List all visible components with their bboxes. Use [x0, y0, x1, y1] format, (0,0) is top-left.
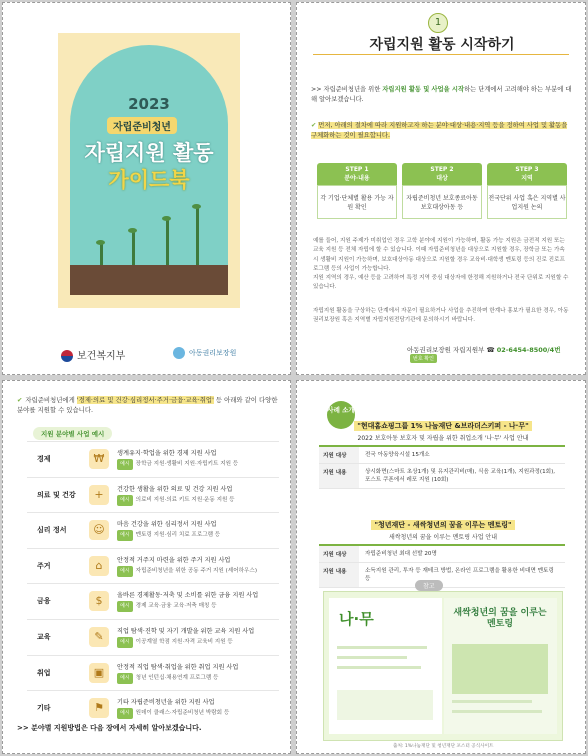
sprout-icon [132, 231, 135, 265]
table-row: 지원 내용 소득지원 관리, 투자 등 재테크 방법, 온라인 프로그램을 활용한 비대면 멘토링 등 [319, 563, 565, 588]
sprout-icon [196, 207, 199, 265]
field-desc: 생계유지·학업을 위한 경제 지원 사업 예시 장학금 지원·생활비 지원·자립키트 지원 등 [117, 448, 279, 470]
field-desc: 기타 자립준비청년을 위한 지원 사업 예시 원데이 클래스·자립준비청년 박람회 등 [117, 697, 279, 719]
example-tag: 예시 [117, 530, 133, 541]
soil [70, 265, 228, 295]
field-row [27, 690, 279, 726]
leaf-icon [128, 228, 137, 233]
ministry-logo: 보건복지부 [61, 347, 125, 362]
field-icon: ✎ [89, 627, 109, 647]
fields-page [2, 380, 291, 754]
table-row: 지원 대상 자립준비청년 최대 선발 20명 [319, 546, 565, 563]
bullet-example: 예를 들어, 지원 주제가 미취업인 경우 고학 분야에 지원이 가능하며, 활동 가능 지원은 금전적 지원 또는 교육 지원 등 전체 자립에 할 수 있습니다. 이때 자립준비청년을 대상으로 지원할 경우, 장학금 또는 가속시 생활비 지원이 가능하며, 보호대상아동 대상으로 지원할 경우 교육비·대학생 멘토링 등의 진로 진로프로그램 등의 사업이 가능합니다. 지원 지역의 경우, 예산 등을 고려하여 특정 지역 중심 대상자에 한정해 지원하거나 전국 단위로 지원할 수 있습니다. [313, 238, 569, 291]
section-number: 1 [428, 13, 448, 33]
leaf-icon [192, 204, 201, 209]
contact-line: 아동권리보장원 자립지원부 ☎ 02-6454-8500/4번 번호 확인 [407, 346, 561, 362]
field-name: 금융 [37, 597, 51, 606]
cover-illustration [58, 33, 240, 308]
phone-icon: ☎ [486, 346, 495, 354]
case-badge: 사례 소개 [327, 401, 355, 429]
example-tag: 예시 [117, 566, 133, 577]
fields-footer: >> 분야별 지원방법은 다음 장에서 자세히 알아보겠습니다. [17, 724, 202, 732]
field-list [27, 441, 279, 726]
field-desc: 올바른 경제활동·저축 및 소비를 위한 금융 지원 사업 예시 경제 교육·금융 교육·저축 매칭 등 [117, 590, 279, 612]
case2-title: "청년재단 - 새싹청년의 꿈을 이루는 멘토링" [327, 520, 559, 530]
field-icon: ☺ [89, 520, 109, 540]
field-row [27, 619, 279, 655]
taegeuk-icon [61, 350, 73, 362]
check-text: ✔ 먼저, 아래의 절차에 따라 지원하고자 하는 분야·대상·내용·지역 등을 정하여 사업 및 활동을 구체화하는 것이 필요합니다. [311, 122, 568, 139]
step-3: STEP 3 지역 전국단위 사업 혹은 지역별 사업지원 논의 [487, 163, 567, 219]
field-name: 심리 정서 [37, 526, 67, 535]
case-page [296, 380, 586, 754]
cover-year: 2023 [128, 95, 170, 113]
case1-table [319, 445, 565, 489]
start-page [296, 2, 586, 375]
cover-subtitle: 자립준비청년 [107, 117, 177, 134]
agency-logo: 아동권리보장원 [173, 347, 236, 359]
leaf-icon [96, 240, 105, 245]
title-divider [313, 54, 569, 55]
cover-page [2, 2, 291, 375]
field-name: 교육 [37, 632, 51, 641]
check-icon: ✔ [311, 122, 319, 129]
field-name: 의료 및 건강 [37, 490, 76, 499]
field-desc: 건강한 생활을 위한 의료 및 건강 지원 사업 예시 의료비 지원·의료 키트 지원·운동 지원 등 [117, 484, 279, 506]
example-tag: 예시 [117, 459, 133, 470]
logo-bar [3, 343, 291, 367]
case2-subtitle: 새싹청년의 꿈을 이루는 멘토링 사업 안내 [388, 534, 498, 541]
fields-intro: ✔ 자립준비청년에게 '경제·의료 및 건강·심리정서·주거·금융·교육·취업' 등 아래와 같이 다양한 분야를 지원할 수 있습니다. [17, 396, 278, 414]
field-row [27, 441, 279, 477]
leaf-icon [162, 216, 171, 221]
poster-1 [329, 598, 442, 734]
case1-subtitle: 2022 보호아동 보호자 및 자립을 위한 취업소개 '나·무' 사업 안내 [357, 435, 529, 442]
poster-2-title: 새싹청년의 꿈을 이루는 멘토링 [453, 608, 547, 629]
agency-mark-icon [173, 347, 185, 359]
field-icon: ⌂ [89, 556, 109, 576]
cover-title-line1: 자립지원 활동 [84, 141, 214, 165]
check-icon: ✔ [17, 396, 23, 404]
field-row [27, 655, 279, 691]
table-row: 지원 내용 상시화면(스마트 초상1개) 및 유지관리비(매), 식음 교육(1개), 지원과정(1회), 포스트 쿠폰에서 레포 지원 (10회) [319, 464, 565, 489]
field-name: 기타 [37, 704, 51, 713]
example-tag: 예시 [117, 601, 133, 612]
field-icon: $ [89, 591, 109, 611]
field-icon: + [89, 485, 109, 505]
field-name: 주거 [37, 561, 51, 570]
example-tag: 예시 [117, 708, 133, 719]
field-desc: 직업 탐색·진학 및 자기 개발을 위한 교육 지원 사업 예시 이공계열 학점 지원·자격 교육비 지원 등 [117, 626, 279, 648]
sprout-icon [100, 243, 103, 265]
section-title: 자립지원 활동 시작하기 [369, 37, 515, 53]
contact-tag: 번호 확인 [410, 354, 437, 363]
case1-title: "현대홈쇼핑그룹 1% 나눔재단 &브라더스키퍼 - 나·무" [327, 421, 559, 431]
poster-1-title: 나·무 [339, 610, 374, 628]
field-desc: 안정적 거주지 마련을 위한 주거 지원 사업 예시 자립준비청년을 위한 공동 주거 지원 (셰어하우스) [117, 555, 279, 577]
source-note: 출처: 1%나눔재단 및 청년재단 포스터 공식사이트 [393, 744, 494, 749]
example-tag: 예시 [117, 637, 133, 648]
cover-arch [70, 45, 228, 295]
field-row [27, 548, 279, 584]
step-1: STEP 1 분야·내용 각 기업·단체별 활용 가능 자원 확인 [317, 163, 397, 219]
example-tag: 예시 [117, 673, 133, 684]
field-row [27, 583, 279, 619]
intro-text: >> 자립준비청년을 위한 자립지원 활동 및 사업을 시작하는 단계에서 고려해야 하는 부분에 대해 알아보겠습니다. [311, 86, 572, 103]
fields-label: 지원 분야별 사업 예시 [33, 427, 112, 440]
poster-2 [444, 598, 557, 734]
reference-label: 참고 [415, 580, 443, 591]
field-row [27, 477, 279, 513]
cover-title-line2: 가이드북 [108, 168, 190, 192]
field-name: 취업 [37, 668, 51, 677]
bullet-advice: 자립지원 활동을 구상하는 단계에서 자문이 필요하거나 사업을 추진하며 한계나 홍보가 필요한 경우, 아동권리보장원 혹은 지역별 자립지원전담기관에 문의하시기 바랍니다. [313, 308, 569, 324]
example-tag: 예시 [117, 495, 133, 506]
field-row [27, 512, 279, 548]
field-desc: 안정적 직업 탐색·취업을 위한 취업 지원 사업 예시 청년 인턴십·채용연계 프로그램 등 [117, 662, 279, 684]
sprout-icon [166, 219, 169, 265]
step-2: STEP 2 대상 자립준비청년 보호종료아동 보호대상아동 등 [402, 163, 482, 219]
field-icon: ₩ [89, 449, 109, 469]
field-name: 경제 [37, 455, 51, 463]
field-icon: ⚑ [89, 698, 109, 718]
table-row: 지원 대상 전국 아동양육시설 15개소 [319, 447, 565, 464]
field-desc: 마음 건강을 위한 심리정서 지원 사업 예시 멘토링 지원·심리 치료 프로그램 등 [117, 519, 279, 541]
field-icon: ▣ [89, 663, 109, 683]
poster-images [323, 591, 563, 741]
